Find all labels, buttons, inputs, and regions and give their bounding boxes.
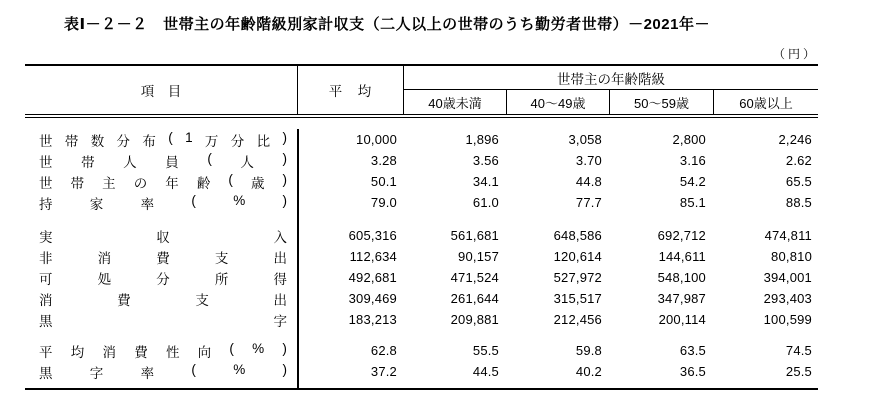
value-cell: 3.28 [370,153,397,168]
value-cell: 315,517 [553,291,602,306]
value-cell: 561,681 [450,228,499,243]
value-cell: 61.0 [472,195,499,210]
value-cell: 100,599 [763,312,812,327]
value-cell: 65.5 [785,174,812,189]
row-label: 実 収 入 [39,229,287,245]
table-row [25,361,818,382]
header-age-classes [403,66,818,114]
table-row [25,267,818,288]
value-cell: 212,456 [553,312,602,327]
value-cell: 44.5 [472,364,499,379]
value-cell: 88.5 [785,195,812,210]
value-cell: 74.5 [785,343,812,358]
table-row [25,288,818,309]
table-header [25,66,818,118]
value-cell: 492,681 [348,270,397,285]
value-cell: 347,987 [657,291,706,306]
value-cell: 37.2 [370,364,397,379]
value-cell: 2.62 [785,153,812,168]
table-body [25,129,818,390]
page-title: 表Ⅰ－２－２ 世帯主の年齢階級別家計収支（二人以上の世帯のうち勤労者世帯）－2021年－ [64,16,710,33]
table-row [25,225,818,246]
table-row [25,246,818,267]
row-group [25,225,818,330]
household-budget-table [25,64,818,390]
row-group [25,129,818,213]
row-label: 世 帯 主 の 年 齢 ( 歳 ) [39,171,287,191]
table-row [25,150,818,171]
value-cell: 63.5 [679,343,706,358]
value-cell: 90,157 [458,249,499,264]
value-cell: 605,316 [348,228,397,243]
value-cell: 293,403 [763,291,812,306]
value-cell: 309,469 [348,291,397,306]
value-cell: 648,586 [553,228,602,243]
value-cell: 3.56 [472,153,499,168]
row-label: 世 帯 数 分 布 ( 1 万 分 比 ) [39,129,287,149]
value-cell: 77.7 [575,195,602,210]
header-item: 項 目 [140,84,182,99]
row-group [25,340,818,382]
value-cell: 474,811 [764,228,812,243]
value-cell: 548,100 [657,270,706,285]
row-label: 平 均 消 費 性 向 ( % ) [39,340,287,360]
value-cell: 1,896 [465,132,499,147]
row-label: 黒 字 率 ( % ) [39,361,287,381]
value-cell: 692,712 [657,228,706,243]
header-age-class-title: 世帯主の年齢階級 [404,66,818,90]
value-cell: 112,634 [349,249,397,264]
row-label: 黒 字 [39,313,287,329]
value-cell: 40.2 [575,364,602,379]
header-age-60over: 60歳以上 [713,90,818,114]
value-cell: 85.1 [679,195,706,210]
value-cell: 55.5 [472,343,499,358]
table-row [25,171,818,192]
value-cell: 120,614 [553,249,602,264]
value-cell: 36.5 [679,364,706,379]
value-cell: 10,000 [356,132,397,147]
header-average: 平 均 [297,66,403,114]
value-cell: 144,611 [658,249,706,264]
table-row [25,129,818,150]
row-label: 可 処 分 所 得 [39,271,287,287]
value-cell: 44.8 [575,174,602,189]
value-cell: 183,213 [348,312,397,327]
row-label: 持 家 率 ( % ) [39,192,287,212]
value-cell: 79.0 [370,195,397,210]
row-label: 非 消 費 支 出 [39,250,287,266]
value-cell: 3.70 [575,153,602,168]
value-cell: 3,058 [568,132,602,147]
header-age-40-49: 40〜49歳 [506,90,609,114]
value-cell: 527,972 [553,270,602,285]
value-cell: 394,001 [763,270,812,285]
row-label: 世 帯 人 員 ( 人 ) [39,150,287,170]
value-cell: 471,524 [450,270,499,285]
value-cell: 209,881 [450,312,499,327]
value-cell: 54.2 [679,174,706,189]
value-cell: 34.1 [472,174,499,189]
value-cell: 3.16 [679,153,706,168]
header-age-under40: 40歳未満 [428,95,482,111]
table-row [25,309,818,330]
table-row [25,340,818,361]
value-cell: 25.5 [785,364,812,379]
value-cell: 50.1 [370,174,397,189]
value-cell: 62.8 [370,343,397,358]
unit-note: （円） [772,47,818,61]
header-age-50-59: 50〜59歳 [609,90,713,114]
table-row [25,192,818,213]
value-cell: 80,810 [771,249,812,264]
row-label: 消 費 支 出 [39,292,287,308]
header-age-class-cells [404,90,818,114]
value-cell: 59.8 [575,343,602,358]
value-cell: 2,246 [778,132,812,147]
value-cell: 261,644 [450,291,499,306]
value-cell: 200,114 [658,312,706,327]
value-cell: 2,800 [672,132,706,147]
